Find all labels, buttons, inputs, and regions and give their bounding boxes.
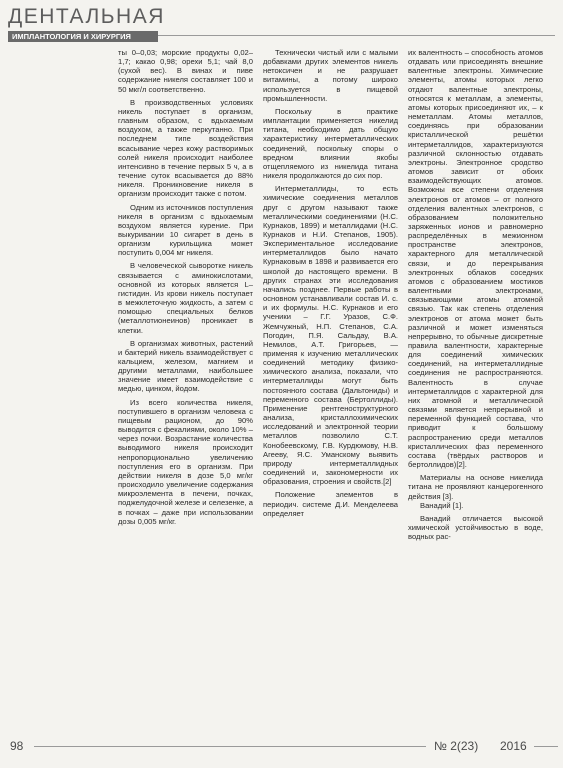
paragraph: Из всего количества никеля, поступившего в организм человека с пищевым рационом, до 90% выводится с фекалиями, около 10% – через почки. Возрастание количества выводимого никеля происходит непропорционально увеличению поступления его в организм. При действии никеля в дозе 5,0 мг/кг происходило увеличение содержания микроэлемента в печени, почках, поджелудочной железе и селезенке, а в почках – даже при использовании дозы 0,005 мг/кг. — [118, 397, 253, 526]
footer-divider-right — [534, 746, 558, 747]
article-body — [118, 48, 543, 541]
paragraph: Интерметаллиды, то есть химические соединения металлов друг с другом называют также металлическими соединениями (Н.С. Курнаков, 1899) и металлидами (Н.С. Курнаков и Н.И. Степанов, 1905). Экспериментальное исследование интерметаллидов было начато Курнаковым в 1898 и развивается его школой до настоящего времени. В других странах эти исследования начались позднее. Первые работы в основном устанавливали состав И. с. и их формулы. Н.С. Курнаков и его ученики – Г.Г. Уразов, С.Ф. Жемчужный, Н.П. Степанов, С.А. Погодин, П.Я. Сальдау, В.А. Немилов, А.Т. Григорьев, — применяя к изучению металлических соединений методику физико-химического анализа, показали, что интерметаллиды могут быть постоянного состава (Дальтониды) и переменного состава (Бертоллиды). Применение рентгеноструктурного анализа, кристаллохимических исследований и электронной теории металлов позволило С.Т. Конобеевскому, Г.В. Курдюмову, Н.В. Агееву, Я.С. Уманскому выявить природу интерметаллидных соединений и, закономерности их образования, строения и свойств.[2] — [263, 184, 398, 487]
issue-number: № 2(23) — [434, 739, 479, 753]
paragraph: Положение элементов в периодич. системе Д.И. Менделеева определяет — [263, 490, 398, 518]
paragraph: В производственных условиях никель поступает в организм, главным образом, с вдыхаемым воздухом, а также перкутанно. При последнем типе воздействия всасывание через кожу растворимых солей никеля происходит наиболее интенсивно в течение первых 5 ч, а в течение суток всасывается до 88% никеля. Проникновение никеля в организм происходит также с потом. — [118, 97, 253, 199]
paragraph: Материалы на основе никелида титана не проявляют канцерогенного действия [3]. — [408, 473, 543, 501]
magazine-title: ДЕНТАЛЬНАЯ — [8, 5, 165, 28]
magazine-header — [8, 6, 555, 42]
paragraph: Ванадий отличается высокой химической устойчивостью в воде, водных рас- — [408, 513, 543, 542]
page-footer — [0, 736, 563, 760]
text-column-3 — [408, 48, 543, 541]
page-number: 98 — [10, 739, 24, 753]
footer-divider-left — [34, 746, 426, 747]
paragraph: В организмах животных, растений и бактерий никель взаимодействует с кальцием, железом, магнием и другими металлами, наибольшее значение имеет взаимодействие с медью, цинком, йодом. — [118, 338, 253, 394]
paragraph: ты 0–0,03; морские продукты 0,02–1,7; какао 0,98; орехи 5,1; чай 8,0 (сухой вес). В винах и пиве содержание никеля составляет 100 и 50 мкг/л соответственно. — [118, 48, 253, 94]
publication-year: 2016 — [500, 739, 527, 753]
paragraph: Поскольку в практике имплантации применяется никелид титана, необходимо дать общую характеристику интерметаллических соединений, поскольку споры о вредном влиянии якобы отщепляемого из никелида титана никеля продолжаются до сих пор. — [263, 106, 398, 181]
paragraph: их валентность – способность атомов отдавать или присоединять внешние валентные электроны. Химические элементы, атомы которых легко отдают валентные электроны, относятся к металлам, а элементы, атомы которых присоединяют их, – к неметаллам. Атомы металлов, соединяясь при образовании кристаллической решётки интерметаллидов, характеризуются различной склонностью отдавать электроны. Электронное сродство атомов зависит от обоих взаимодействующих атомов. Возможны все степени отделения электронов от атомов – от полного отделения валентных электронов, с образованием положительно заряженных ионов и равномерно распределённых в межионном пространстве электронов, характерного для металлической связи, и до перекрывания электронных облаков соседних атомов с образованием мостиков валентными электронами, связывающими атомы атомной связью. Так как степень отделения электронов от атома может быть различной и может изменяться непрерывно, то обычные дискретные правила валентности, характерные для соединений химических соединений, на интерметаллидные соединения не распространяются. Валентность в случае интерметаллидов с характерной для них атомной и металлической связями является непрерывной и переменной функцией состава, что приводит к большому распространению среди металлов кристаллических фаз переменного состава (твёрдых растворов и бертоллидов)[2]. — [408, 48, 543, 470]
paragraph: Технически чистый или с малыми добавками других элементов никель нетоксичен и не разрушает витамины, а потому широко используется в пищевой промышленности. — [263, 48, 398, 103]
text-column-1 — [118, 48, 253, 541]
paragraph: В человеческой сыворотке никель связывается с аминокислотами, основной из которых является L–гистидин. Из крови никель поступает в межклеточную жидкость, а затем с помощью специальных белков (металлотионеинов) проникает в клетки. — [118, 261, 253, 335]
paragraph: Ванадий [1]. — [420, 500, 464, 510]
section-subtitle: ИМПЛАНТОЛОГИЯ И ХИРУРГИЯ — [8, 31, 158, 42]
header-divider — [158, 35, 555, 36]
paragraph: Одним из источников поступления никеля в организм с вдыхаемым воздухом является курение. При выкуривании 10 сигарет в день в организм курильщика может поступить 0,004 мг никеля. — [118, 202, 253, 258]
text-column-2 — [263, 48, 398, 541]
